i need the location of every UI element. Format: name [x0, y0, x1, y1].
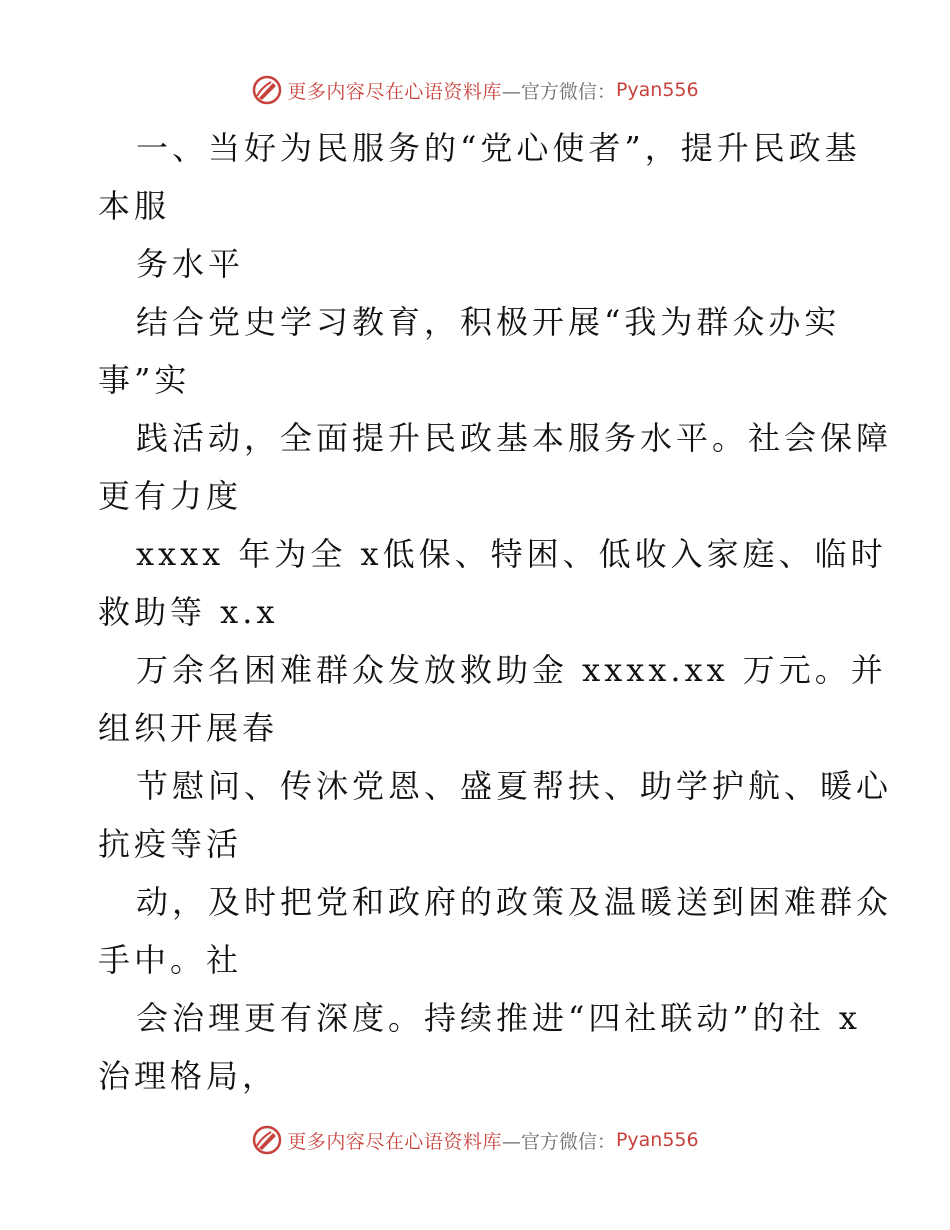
text-line: xxxx 年为全 x低保、特困、低收入家庭、临时	[136, 535, 887, 573]
text-line: 救助等 x.x	[98, 593, 279, 631]
header-banner	[0, 70, 950, 110]
quill-logo-icon	[251, 1124, 283, 1156]
text-line: 组织开展春	[98, 709, 279, 747]
text-line: 本服	[98, 187, 171, 225]
quill-logo-icon	[251, 74, 283, 106]
text-line: 一、当好为民服务的“党心使者”，提升民政基	[136, 129, 861, 167]
text-line: 抗疫等活	[98, 825, 243, 863]
text-line: 手中。社	[98, 941, 243, 979]
text-line: 会治理更有深度。持续推进“四社联动”的社 x	[136, 999, 861, 1037]
text-line: 节慰问、传沐党恩、盛夏帮扶、助学护航、暖心	[136, 767, 893, 805]
banner-subtitle: —官方微信：	[501, 1130, 616, 1153]
banner-title: 更多内容尽在心语资料库	[287, 1130, 502, 1153]
banner-subtitle: —官方微信：	[501, 80, 616, 103]
banner-wechat-id: Pyan556	[615, 79, 699, 101]
banner-title: 更多内容尽在心语资料库	[287, 80, 502, 103]
text-line: 万余名困难群众发放救助金 xxxx.xx 万元。并	[136, 651, 887, 689]
text-line: 动，及时把党和政府的政策及温暖送到困难群众	[136, 883, 893, 921]
text-line: 事”实	[98, 361, 191, 399]
document-body	[98, 119, 893, 1105]
text-line: 更有力度	[98, 477, 243, 515]
banner-wechat-id: Pyan556	[615, 1129, 699, 1151]
text-line: 治理格局，	[98, 1057, 279, 1095]
text-line: 务水平	[136, 245, 245, 283]
footer-banner	[0, 1120, 950, 1160]
text-line: 践活动，全面提升民政基本服务水平。社会保障	[136, 419, 893, 457]
text-line: 结合党史学习教育，积极开展“我为群众办实	[136, 303, 841, 341]
